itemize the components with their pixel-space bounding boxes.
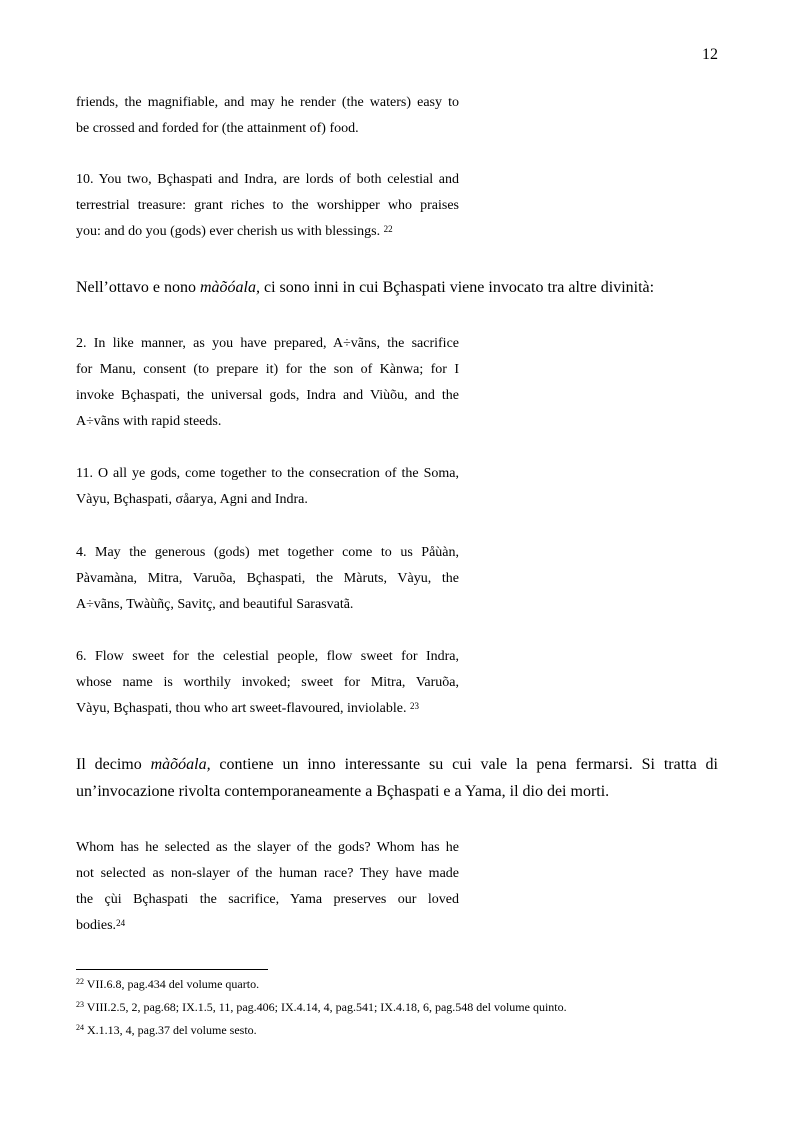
footnote-ref-24[interactable]: 24	[116, 918, 126, 928]
quote-line: A÷vãns with rapid steeds.	[76, 414, 222, 429]
paragraph-text: ci sono inni in cui Bçhaspati viene invocato tra altre divinità:	[259, 279, 655, 296]
quote-line: whose name is worthily invoked; sweet for Mitra, Varuõa,	[76, 675, 459, 690]
quote-verse-11	[76, 461, 459, 513]
page-number: 12	[702, 46, 718, 63]
quote-line: 2. In like manner, as you have prepared, A÷vãns, the sacrifice	[76, 336, 459, 351]
quote-line: 10. You two, Bçhaspati and Indra, are lords of both celestial and	[76, 172, 459, 187]
term-mandala: màõóala,	[150, 756, 211, 773]
quote-friends	[76, 90, 459, 142]
paragraph-decimo	[76, 751, 718, 805]
quote-line: friends, the magnifiable, and may he render (the waters) easy to	[76, 95, 459, 110]
footnote-22	[76, 977, 259, 992]
footnote-ref-22[interactable]: 22	[383, 224, 393, 234]
quote-verse-4	[76, 540, 459, 618]
quote-line: invoke Bçhaspati, the universal gods, Indra and Viùõu, and the	[76, 388, 459, 403]
footnote-divider	[76, 969, 268, 970]
quote-line: 6. Flow sweet for the celestial people, flow sweet for Indra,	[76, 649, 459, 664]
paragraph-text: Il decimo	[76, 756, 151, 773]
quote-line: 11. O all ye gods, come together to the consecration of the Soma,	[76, 466, 459, 481]
quote-line: Pàvamàna, Mitra, Varuõa, Bçhaspati, the Màruts, Vàyu, the	[76, 571, 459, 586]
quote-line: not selected as non-slayer of the human race? They have made	[76, 866, 459, 881]
quote-verse-6	[76, 644, 459, 722]
quote-line: Whom has he selected as the slayer of the gods? Whom has he	[76, 840, 459, 855]
quote-line: terrestrial treasure: grant riches to the worshipper who praises	[76, 198, 459, 213]
quote-line-last	[76, 219, 459, 245]
footnote-number: 23	[76, 1000, 84, 1009]
footnote-text: X.1.13, 4, pag.37 del volume sesto.	[87, 1023, 257, 1037]
quote-line: Vàyu, Bçhaspati, σåarya, Agni and Indra.	[76, 492, 308, 507]
term-mandala: màõóala,	[199, 279, 260, 296]
quote-line-text: you: and do you (gods) ever cherish us with blessings.	[76, 224, 381, 239]
quote-line-text: Vàyu, Bçhaspati, thou who art sweet-flavoured, inviolable.	[76, 701, 407, 716]
paragraph-text: contiene un inno interessante su cui vale la pena fermarsi. Si tratta di	[210, 756, 718, 773]
quote-whom	[76, 835, 459, 939]
footnote-number: 24	[76, 1023, 84, 1032]
quote-line: 4. May the generous (gods) met together come to us Påùàn,	[76, 545, 459, 560]
paragraph-ottavo-nono	[76, 274, 718, 301]
quote-line: A÷vãns, Twàùñç, Savitç, and beautiful Sarasvatã.	[76, 597, 354, 612]
footnote-23	[76, 1000, 567, 1015]
footnote-ref-23[interactable]: 23	[409, 701, 419, 711]
quote-verse-10	[76, 167, 459, 245]
quote-verse-2	[76, 331, 459, 435]
footnote-24	[76, 1023, 257, 1038]
quote-line: be crossed and forded for (the attainment of) food.	[76, 121, 359, 136]
quote-line-text: bodies.	[76, 918, 117, 933]
quote-line: for Manu, consent (to prepare it) for the son of Kànwa; for I	[76, 362, 459, 377]
quote-line: the çùi Bçhaspati the sacrifice, Yama preserves our loved	[76, 892, 459, 907]
quote-line-last	[76, 696, 459, 722]
paragraph-text: Nell’ottavo e nono	[76, 279, 200, 296]
quote-line-last	[76, 913, 459, 939]
paragraph-text: un’invocazione rivolta contemporaneamente a Bçhaspati e a Yama, il dio dei morti.	[76, 783, 610, 800]
footnote-number: 22	[76, 977, 84, 986]
footnote-text: VIII.2.5, 2, pag.68; IX.1.5, 11, pag.406; IX.4.14, 4, pag.541; IX.4.18, 6, pag.548 del volume quinto.	[86, 1000, 567, 1014]
footnote-text: VII.6.8, pag.434 del volume quarto.	[86, 977, 260, 991]
